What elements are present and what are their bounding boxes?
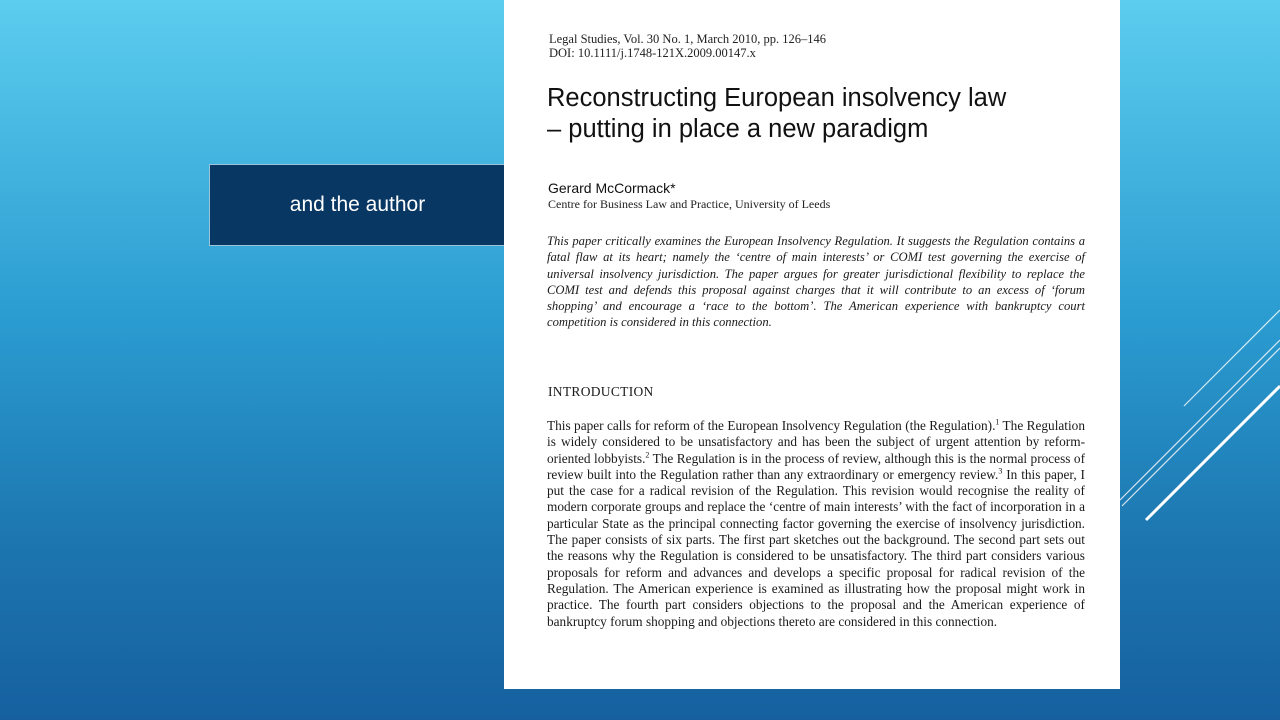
- section-heading: INTRODUCTION: [548, 384, 654, 399]
- journal-volume: Legal Studies, Vol. 30 No. 1, March 2010, pp. 126–146: [549, 32, 826, 46]
- body-text-3: The Regulation is in the process of review, although this is the normal process of review built into the Regulation rather than any extraordinary or emergency review.: [547, 450, 1085, 482]
- paper-page: [504, 0, 1120, 689]
- introduction-paragraph: [547, 418, 1085, 630]
- author-name: Gerard McCormack*: [548, 180, 676, 196]
- journal-doi: DOI: 10.1111/j.1748-121X.2009.00147.x: [549, 45, 756, 60]
- abstract: This paper critically examines the European Insolvency Regulation. It suggests the Regulation contains a fatal flaw at its heart; namely the ‘centre of main interests’ or COMI test governing the exercise of universal insolvency jurisdiction. The paper argues for greater jurisdictional flexibility to replace the COMI test and defends this proposal against charges that it will contribute to an excess of ‘forum shopping’ and encourage a ‘race to the bottom’. The American experience with bankruptcy court competition is considered in this connection.: [547, 234, 1085, 330]
- footnote-marker[interactable]: 2: [645, 450, 650, 460]
- author-affiliation: Centre for Business Law and Practice, University of Leeds: [548, 197, 831, 211]
- paper-title: [547, 83, 1087, 145]
- title-line-1: Reconstructing European insolvency law: [547, 84, 1007, 112]
- footnote-marker[interactable]: 3: [998, 466, 1003, 476]
- callout-text: and the author: [289, 193, 426, 216]
- body-text-1: This paper calls for reform of the European Insolvency Regulation (the Regulation).: [547, 418, 996, 433]
- footnote-marker[interactable]: 1: [995, 417, 1000, 427]
- title-line-2: – putting in place a new paradigm: [547, 115, 929, 143]
- journal-citation: [549, 33, 1029, 60]
- body-text-2: The Regulation is widely considered to be unsatisfactory and has been the subject of urgent attention by reform-oriented lobbyists.: [547, 418, 1085, 466]
- body-text-4: In this paper, I put the case for a radical revision of the Regulation. This revision would recognise the reality of modern corporate groups and replace the ‘centre of main interests’ with the fact of incorporation in a particular State as the principal connecting factor governing the exercise of insolvency jurisdiction. The paper consists of six parts. The first part sketches out the background. The second part sets out the reasons why the Regulation is considered to be unsatisfactory. The third part considers various proposals for reform and advances and develops a specific proposal for radical revision of the Regulation. The American experience is examined as illustrating how the proposal might work in practice. The fourth part considers objections to the proposal and the American experience of bankruptcy forum shopping and objections thereto are considered in this connection.: [547, 466, 1085, 629]
- callout-box: [209, 164, 506, 246]
- decorative-lines: [1110, 300, 1280, 530]
